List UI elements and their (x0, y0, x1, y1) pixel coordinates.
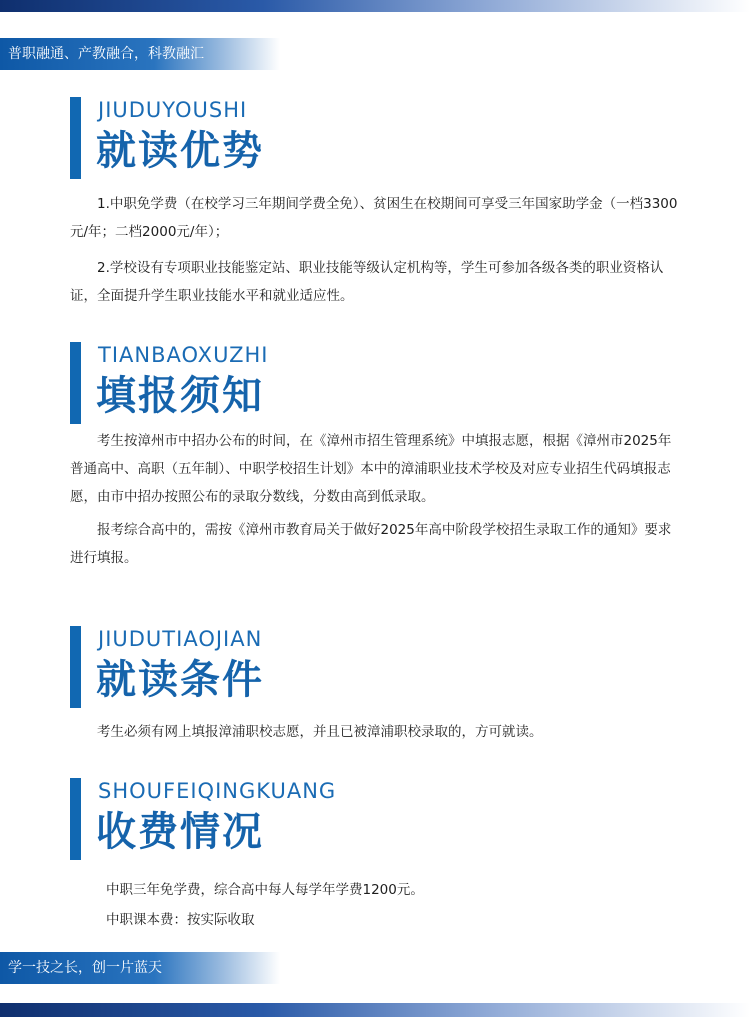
paragraph: 1.中职免学费（在校学习三年期间学费全免）、贫困生在校期间可享受三年国家助学金（一档3300元/年；二档2000元/年）； (70, 196, 678, 240)
bottom-decorative-stripe (0, 1003, 750, 1017)
slogan-bottom-text: 学一技之长，创一片蓝天 (8, 960, 162, 976)
section-accent-bar (70, 778, 81, 860)
slogan-banner-bottom (0, 952, 280, 984)
section-accent-bar (70, 342, 81, 424)
section-pinyin: JIUDUYOUSHI (98, 98, 248, 122)
section-accent-bar (70, 626, 81, 708)
fee-line: 中职课本费：按实际收取 (106, 912, 255, 928)
section-pinyin: SHOUFEIQINGKUANG (98, 779, 337, 803)
section-title: 填报须知 (96, 373, 264, 419)
paragraph: 考生按漳州市中招办公布的时间，在《漳州市招生管理系统》中填报志愿，根据《漳州市2025年普通高中、高职（五年制）、中职学校招生计划》本中的漳浦职业技术学校及对应专业招生代码填报志愿，由市中招办按照公布的录取分数线，分数由高到低录取。 (70, 433, 672, 505)
section-pinyin: JIUDUTIAOJIAN (98, 627, 263, 651)
slogan-banner-top (0, 38, 280, 70)
section-title: 收费情况 (96, 809, 264, 855)
top-decorative-stripe (0, 0, 750, 12)
paragraph: 报考综合高中的，需按《漳州市教育局关于做好2025年高中阶段学校招生录取工作的通知》要求进行填报。 (70, 522, 672, 566)
section-pinyin: TIANBAOXUZHI (98, 343, 269, 367)
section-title: 就读条件 (96, 657, 264, 703)
paragraph: 2.学校设有专项职业技能鉴定站、职业技能等级认定机构等，学生可参加各级各类的职业资格认证，全面提升学生职业技能水平和就业适应性。 (70, 260, 664, 304)
paragraph: 考生必须有网上填报漳浦职校志愿，并且已被漳浦职校录取的，方可就读。 (97, 724, 543, 740)
fee-line: 中职三年免学费，综合高中每人每学年学费1200元。 (106, 882, 424, 898)
section-accent-bar (70, 97, 81, 179)
slogan-top-text: 普职融通、产教融合，科教融汇 (8, 46, 204, 62)
section-title: 就读优势 (96, 128, 264, 174)
